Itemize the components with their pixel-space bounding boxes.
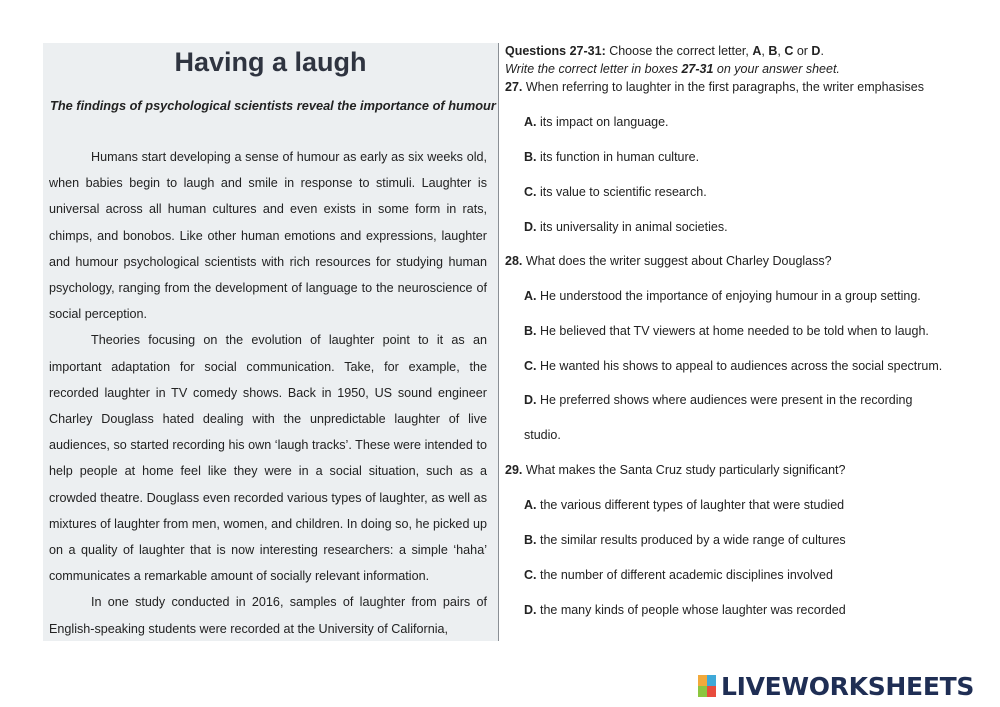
- liveworksheets-logo: [698, 672, 974, 700]
- answer-box-range: 27-31: [681, 62, 714, 76]
- question-29-stem: [505, 463, 845, 477]
- passage-paragraph-1: Humans start developing a sense of humour as early as six weeks old, when babies begin to laugh and smile in response to stimuli. Laughter is universal across all human cultures and even exists in some form in rats, chimps, and bonobos. Like other human emotions and expressions, laughter and humour psychological scientists with rich resources for studying human psychology, ranging from the development of language to the neuroscience of social perception.: [49, 150, 487, 322]
- passage-paragraph-2: Theories focusing on the evolution of laughter point to it as an important adaptation for social communication. Take, for example, the recorded laughter in TV comedy shows. Back in 1950, US sound engineer Charley Douglass hated dealing with the unpredictable laughter of live audiences, so started recording his own ‘laugh tracks’. These were intended to help people at home feel like they were in a social situation, such as a crowded theatre. Douglass even recorded various types of laughter, as well as mixtures of laughter from men, women, and children. In doing so, he picked up on a quality of laughter that is now interesting researchers: a simple ‘haha’ communicates a remarkable amount of socially relevant information.: [49, 333, 487, 584]
- instructions-line-2: [505, 62, 840, 76]
- logo-square: [707, 675, 716, 686]
- question-29-option-b[interactable]: [524, 533, 846, 547]
- question-number: 28.: [505, 254, 523, 268]
- letter-b: B: [768, 44, 778, 58]
- instructions-text: Choose the correct letter,: [605, 44, 753, 58]
- question-28-option-a[interactable]: [524, 289, 921, 303]
- option-letter: C.: [524, 359, 537, 373]
- option-text: the similar results produced by a wide range of cultures: [536, 533, 846, 547]
- passage-paragraph-3: In one study conducted in 2016, samples of laughter from pairs of English-speaking students were recorded at the University of California,: [49, 595, 487, 636]
- option-letter: C.: [524, 185, 537, 199]
- question-29-option-c[interactable]: [524, 568, 833, 582]
- question-text: What does the writer suggest about Charley Douglass?: [522, 254, 832, 268]
- question-27-option-c[interactable]: [524, 185, 707, 199]
- option-text: its impact on language.: [536, 115, 669, 129]
- option-letter: A.: [524, 289, 537, 303]
- question-27-stem: [505, 80, 924, 94]
- option-text-continued: studio.: [524, 428, 561, 442]
- option-text: its value to scientific research.: [536, 185, 707, 199]
- option-letter: B.: [524, 533, 537, 547]
- option-text: its universality in animal societies.: [536, 220, 728, 234]
- question-29-option-a[interactable]: [524, 498, 844, 512]
- option-letter: D.: [524, 393, 537, 407]
- question-28-option-b[interactable]: [524, 324, 929, 338]
- or-text: or: [793, 44, 812, 58]
- question-text: When referring to laughter in the first paragraphs, the writer emphasises: [522, 80, 924, 94]
- passage-subtitle: The findings of psychological scientists reveal the importance of humour: [50, 98, 496, 113]
- period: .: [820, 44, 824, 58]
- liveworksheets-logo-icon: [698, 675, 716, 697]
- option-text: its function in human culture.: [536, 150, 700, 164]
- option-text: He wanted his shows to appeal to audiences across the social spectrum.: [536, 359, 943, 373]
- question-text: What makes the Santa Cruz study particularly significant?: [522, 463, 846, 477]
- option-letter: D.: [524, 603, 537, 617]
- option-text: He understood the importance of enjoying humour in a group setting.: [536, 289, 921, 303]
- option-text: the various different types of laughter that were studied: [536, 498, 845, 512]
- letter-a: A: [752, 44, 762, 58]
- option-letter: B.: [524, 150, 537, 164]
- option-letter: C.: [524, 568, 537, 582]
- letter-d: D: [811, 44, 821, 58]
- passage-title: Having a laugh: [174, 47, 367, 77]
- separator: ,: [777, 44, 785, 58]
- option-letter: D.: [524, 220, 537, 234]
- option-letter: A.: [524, 115, 537, 129]
- logo-text: LIVEWORKSHEETS: [721, 671, 975, 701]
- logo-square: [698, 686, 707, 697]
- logo-square: [707, 686, 716, 697]
- option-text: the many kinds of people whose laughter was recorded: [536, 603, 846, 617]
- option-text: the number of different academic disciplines involved: [536, 568, 833, 582]
- questions-panel: [505, 43, 955, 643]
- question-28-option-c[interactable]: [524, 359, 942, 373]
- question-28-option-d[interactable]: [524, 383, 948, 453]
- instructions-line-2-pre: Write the correct letter in boxes: [505, 62, 682, 76]
- question-number: 29.: [505, 463, 523, 477]
- reading-passage-panel: [43, 43, 499, 641]
- passage-body: [49, 144, 487, 641]
- instructions-line-2-post: on your answer sheet.: [713, 62, 840, 76]
- logo-square: [698, 675, 707, 686]
- letter-c: C: [784, 44, 794, 58]
- option-text: He preferred shows where audiences were present in the recording: [536, 393, 913, 407]
- question-27-option-d[interactable]: [524, 220, 728, 234]
- instructions-line-1: [505, 44, 824, 58]
- option-letter: A.: [524, 498, 537, 512]
- question-number: 27.: [505, 80, 523, 94]
- question-28-stem: [505, 254, 832, 268]
- question-27-option-a[interactable]: [524, 115, 669, 129]
- separator: ,: [761, 44, 769, 58]
- questions-range-heading: Questions 27-31:: [505, 44, 606, 58]
- question-27-option-b[interactable]: [524, 150, 699, 164]
- question-29-option-d[interactable]: [524, 603, 846, 617]
- option-text: He believed that TV viewers at home needed to be told when to laugh.: [536, 324, 929, 338]
- option-letter: B.: [524, 324, 537, 338]
